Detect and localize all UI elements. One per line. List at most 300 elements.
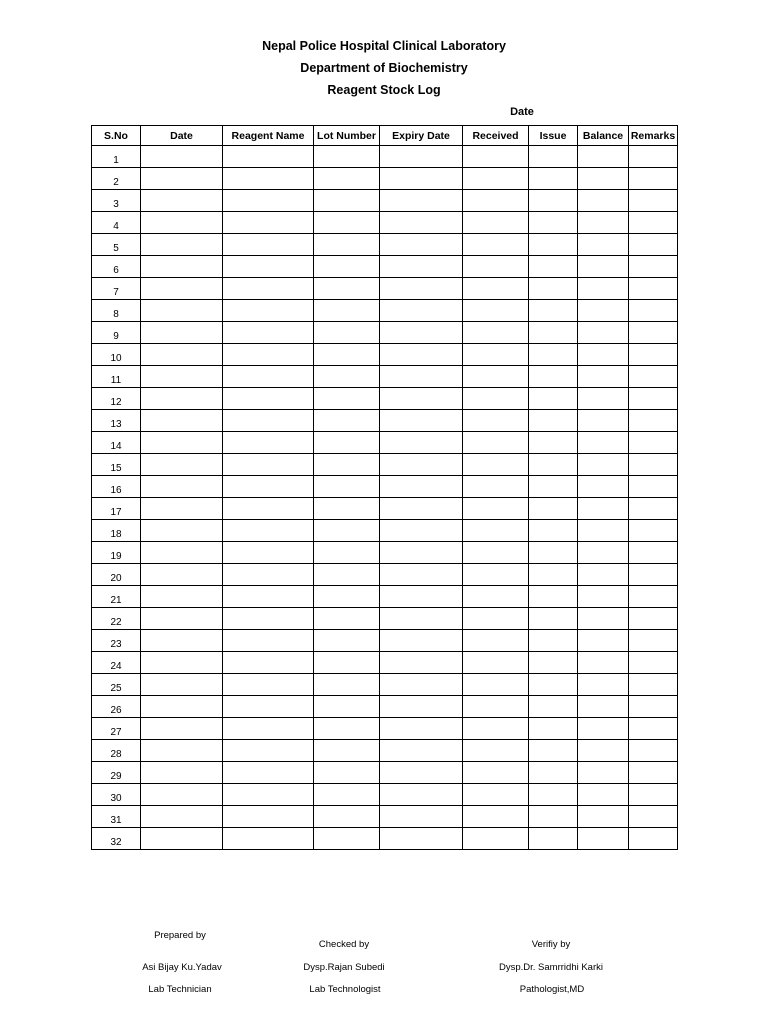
serial-number-cell: 18 (92, 520, 141, 542)
empty-entry-cell (314, 564, 380, 586)
serial-number-cell: 24 (92, 652, 141, 674)
empty-entry-cell (578, 212, 629, 234)
empty-entry-cell (578, 256, 629, 278)
table-row (92, 762, 678, 784)
empty-entry-cell (629, 212, 678, 234)
empty-entry-cell (629, 630, 678, 652)
table-row (92, 234, 678, 256)
empty-entry-cell (314, 366, 380, 388)
serial-number-cell: 21 (92, 586, 141, 608)
empty-entry-cell (314, 344, 380, 366)
empty-entry-cell (314, 762, 380, 784)
empty-entry-cell (223, 542, 314, 564)
empty-entry-cell (529, 322, 578, 344)
empty-entry-cell (629, 608, 678, 630)
table-row (92, 608, 678, 630)
empty-entry-cell (578, 564, 629, 586)
empty-entry-cell (578, 806, 629, 828)
empty-entry-cell (529, 696, 578, 718)
serial-number-cell: 22 (92, 608, 141, 630)
empty-entry-cell (463, 300, 529, 322)
empty-entry-cell (629, 696, 678, 718)
table-row (92, 190, 678, 212)
empty-entry-cell (578, 146, 629, 168)
empty-entry-cell (529, 344, 578, 366)
empty-entry-cell (314, 190, 380, 212)
empty-entry-cell (578, 322, 629, 344)
table-row (92, 740, 678, 762)
empty-entry-cell (529, 718, 578, 740)
column-header: Balance (578, 126, 629, 146)
empty-entry-cell (629, 498, 678, 520)
empty-entry-cell (578, 608, 629, 630)
table-row (92, 828, 678, 850)
empty-entry-cell (578, 542, 629, 564)
empty-entry-cell (629, 388, 678, 410)
column-header: Received (463, 126, 529, 146)
empty-entry-cell (529, 542, 578, 564)
empty-entry-cell (529, 432, 578, 454)
empty-entry-cell (529, 300, 578, 322)
column-header: Date (141, 126, 223, 146)
empty-entry-cell (463, 784, 529, 806)
table-row (92, 806, 678, 828)
empty-entry-cell (463, 410, 529, 432)
empty-entry-cell (578, 278, 629, 300)
empty-entry-cell (314, 168, 380, 190)
empty-entry-cell (463, 476, 529, 498)
empty-entry-cell (578, 410, 629, 432)
table-row (92, 344, 678, 366)
empty-entry-cell (529, 168, 578, 190)
empty-entry-cell (314, 696, 380, 718)
empty-entry-cell (463, 718, 529, 740)
empty-entry-cell (223, 168, 314, 190)
empty-entry-cell (578, 432, 629, 454)
empty-entry-cell (463, 146, 529, 168)
empty-entry-cell (529, 564, 578, 586)
empty-entry-cell (141, 388, 223, 410)
empty-entry-cell (314, 300, 380, 322)
empty-entry-cell (629, 278, 678, 300)
serial-number-cell: 6 (92, 256, 141, 278)
empty-entry-cell (314, 234, 380, 256)
empty-entry-cell (380, 146, 463, 168)
empty-entry-cell (380, 432, 463, 454)
empty-entry-cell (463, 564, 529, 586)
empty-entry-cell (578, 674, 629, 696)
table-row (92, 366, 678, 388)
empty-entry-cell (141, 630, 223, 652)
empty-entry-cell (529, 190, 578, 212)
empty-entry-cell (463, 168, 529, 190)
empty-entry-cell (629, 190, 678, 212)
empty-entry-cell (223, 498, 314, 520)
empty-entry-cell (529, 630, 578, 652)
empty-entry-cell (463, 432, 529, 454)
table-row (92, 322, 678, 344)
column-header: Reagent Name (223, 126, 314, 146)
column-header: S.No (92, 126, 141, 146)
empty-entry-cell (141, 476, 223, 498)
empty-entry-cell (314, 520, 380, 542)
empty-entry-cell (578, 366, 629, 388)
empty-entry-cell (529, 828, 578, 850)
empty-entry-cell (141, 410, 223, 432)
serial-number-cell: 15 (92, 454, 141, 476)
empty-entry-cell (463, 212, 529, 234)
empty-entry-cell (463, 762, 529, 784)
serial-number-cell: 13 (92, 410, 141, 432)
serial-number-cell: 26 (92, 696, 141, 718)
empty-entry-cell (629, 432, 678, 454)
empty-entry-cell (141, 234, 223, 256)
empty-entry-cell (578, 696, 629, 718)
table-row (92, 476, 678, 498)
table-row (92, 652, 678, 674)
empty-entry-cell (629, 366, 678, 388)
table-row (92, 542, 678, 564)
empty-entry-cell (529, 410, 578, 432)
empty-entry-cell (380, 278, 463, 300)
empty-entry-cell (223, 586, 314, 608)
column-header: Remarks (629, 126, 678, 146)
empty-entry-cell (380, 564, 463, 586)
serial-number-cell: 3 (92, 190, 141, 212)
empty-entry-cell (380, 212, 463, 234)
empty-entry-cell (529, 454, 578, 476)
prepared-by-name: Asi Bijay Ku.Yadav (142, 962, 222, 973)
empty-entry-cell (578, 784, 629, 806)
empty-entry-cell (141, 586, 223, 608)
empty-entry-cell (529, 740, 578, 762)
empty-entry-cell (380, 740, 463, 762)
serial-number-cell: 28 (92, 740, 141, 762)
empty-entry-cell (529, 586, 578, 608)
empty-entry-cell (314, 476, 380, 498)
verified-by-role: Pathologist,MD (519, 984, 585, 995)
empty-entry-cell (223, 564, 314, 586)
empty-entry-cell (380, 542, 463, 564)
table-row (92, 146, 678, 168)
table-row (92, 674, 678, 696)
empty-entry-cell (380, 652, 463, 674)
table-row (92, 454, 678, 476)
empty-entry-cell (314, 674, 380, 696)
empty-entry-cell (629, 344, 678, 366)
empty-entry-cell (463, 608, 529, 630)
empty-entry-cell (223, 190, 314, 212)
department-title: Department of Biochemistry (300, 61, 468, 75)
empty-entry-cell (141, 344, 223, 366)
empty-entry-cell (629, 476, 678, 498)
empty-entry-cell (380, 366, 463, 388)
empty-entry-cell (380, 586, 463, 608)
empty-entry-cell (629, 234, 678, 256)
empty-entry-cell (463, 806, 529, 828)
serial-number-cell: 30 (92, 784, 141, 806)
empty-entry-cell (629, 828, 678, 850)
empty-entry-cell (314, 718, 380, 740)
empty-entry-cell (463, 322, 529, 344)
empty-entry-cell (529, 146, 578, 168)
empty-entry-cell (223, 366, 314, 388)
empty-entry-cell (380, 762, 463, 784)
empty-entry-cell (578, 762, 629, 784)
empty-entry-cell (380, 828, 463, 850)
empty-entry-cell (380, 344, 463, 366)
empty-entry-cell (463, 366, 529, 388)
serial-number-cell: 27 (92, 718, 141, 740)
empty-entry-cell (380, 410, 463, 432)
date-label: Date (510, 106, 534, 118)
empty-entry-cell (223, 828, 314, 850)
empty-entry-cell (463, 740, 529, 762)
table-row (92, 300, 678, 322)
empty-entry-cell (223, 410, 314, 432)
empty-entry-cell (529, 520, 578, 542)
column-header: Lot Number (314, 126, 380, 146)
table-row (92, 432, 678, 454)
empty-entry-cell (141, 564, 223, 586)
table-row (92, 388, 678, 410)
empty-entry-cell (314, 322, 380, 344)
empty-entry-cell (380, 476, 463, 498)
empty-entry-cell (314, 608, 380, 630)
empty-entry-cell (463, 278, 529, 300)
empty-entry-cell (141, 828, 223, 850)
empty-entry-cell (529, 256, 578, 278)
empty-entry-cell (141, 454, 223, 476)
empty-entry-cell (223, 762, 314, 784)
empty-entry-cell (629, 322, 678, 344)
checked-by-caption: Checked by (318, 939, 370, 950)
empty-entry-cell (380, 256, 463, 278)
empty-entry-cell (141, 718, 223, 740)
empty-entry-cell (578, 234, 629, 256)
reagent-stock-table (91, 125, 678, 850)
serial-number-cell: 25 (92, 674, 141, 696)
empty-entry-cell (141, 322, 223, 344)
empty-entry-cell (629, 168, 678, 190)
empty-entry-cell (141, 278, 223, 300)
empty-entry-cell (629, 410, 678, 432)
empty-entry-cell (223, 608, 314, 630)
empty-entry-cell (578, 168, 629, 190)
empty-entry-cell (314, 212, 380, 234)
empty-entry-cell (380, 696, 463, 718)
empty-entry-cell (223, 344, 314, 366)
empty-entry-cell (463, 652, 529, 674)
table-row (92, 696, 678, 718)
empty-entry-cell (141, 740, 223, 762)
empty-entry-cell (141, 520, 223, 542)
serial-number-cell: 9 (92, 322, 141, 344)
empty-entry-cell (141, 762, 223, 784)
empty-entry-cell (314, 630, 380, 652)
empty-entry-cell (223, 256, 314, 278)
empty-entry-cell (314, 740, 380, 762)
empty-entry-cell (578, 476, 629, 498)
empty-entry-cell (578, 520, 629, 542)
verified-by-name: Dysp.Dr. Samrridhi Karki (499, 962, 603, 973)
empty-entry-cell (223, 300, 314, 322)
empty-entry-cell (463, 234, 529, 256)
empty-entry-cell (314, 806, 380, 828)
empty-entry-cell (380, 784, 463, 806)
empty-entry-cell (314, 652, 380, 674)
empty-entry-cell (629, 762, 678, 784)
empty-entry-cell (629, 674, 678, 696)
empty-entry-cell (463, 344, 529, 366)
empty-entry-cell (578, 388, 629, 410)
serial-number-cell: 29 (92, 762, 141, 784)
empty-entry-cell (578, 300, 629, 322)
empty-entry-cell (141, 256, 223, 278)
table-body (92, 146, 678, 850)
hospital-title: Nepal Police Hospital Clinical Laboratory (262, 39, 506, 53)
empty-entry-cell (141, 212, 223, 234)
empty-entry-cell (529, 388, 578, 410)
empty-entry-cell (463, 674, 529, 696)
table-row (92, 410, 678, 432)
table-row (92, 520, 678, 542)
empty-entry-cell (314, 410, 380, 432)
empty-entry-cell (629, 542, 678, 564)
empty-entry-cell (463, 498, 529, 520)
empty-entry-cell (141, 696, 223, 718)
empty-entry-cell (529, 806, 578, 828)
serial-number-cell: 17 (92, 498, 141, 520)
empty-entry-cell (141, 168, 223, 190)
empty-entry-cell (529, 234, 578, 256)
empty-entry-cell (380, 454, 463, 476)
empty-entry-cell (629, 146, 678, 168)
empty-entry-cell (380, 234, 463, 256)
empty-entry-cell (529, 652, 578, 674)
prepared-by-caption: Prepared by (154, 930, 206, 941)
empty-entry-cell (223, 630, 314, 652)
empty-entry-cell (463, 542, 529, 564)
empty-entry-cell (223, 520, 314, 542)
empty-entry-cell (629, 520, 678, 542)
empty-entry-cell (141, 542, 223, 564)
table-row (92, 498, 678, 520)
empty-entry-cell (141, 190, 223, 212)
empty-entry-cell (223, 322, 314, 344)
empty-entry-cell (529, 674, 578, 696)
empty-entry-cell (578, 740, 629, 762)
empty-entry-cell (223, 278, 314, 300)
empty-entry-cell (380, 806, 463, 828)
empty-entry-cell (141, 784, 223, 806)
serial-number-cell: 19 (92, 542, 141, 564)
empty-entry-cell (463, 454, 529, 476)
serial-number-cell: 10 (92, 344, 141, 366)
empty-entry-cell (314, 498, 380, 520)
empty-entry-cell (380, 388, 463, 410)
empty-entry-cell (529, 278, 578, 300)
serial-number-cell: 32 (92, 828, 141, 850)
empty-entry-cell (223, 784, 314, 806)
serial-number-cell: 23 (92, 630, 141, 652)
serial-number-cell: 16 (92, 476, 141, 498)
column-header: Issue (529, 126, 578, 146)
empty-entry-cell (529, 366, 578, 388)
empty-entry-cell (629, 454, 678, 476)
empty-entry-cell (629, 300, 678, 322)
empty-entry-cell (578, 344, 629, 366)
empty-entry-cell (223, 146, 314, 168)
empty-entry-cell (141, 498, 223, 520)
empty-entry-cell (141, 652, 223, 674)
empty-entry-cell (380, 300, 463, 322)
empty-entry-cell (314, 454, 380, 476)
empty-entry-cell (314, 432, 380, 454)
empty-entry-cell (141, 366, 223, 388)
empty-entry-cell (141, 608, 223, 630)
empty-entry-cell (314, 256, 380, 278)
serial-number-cell: 8 (92, 300, 141, 322)
serial-number-cell: 31 (92, 806, 141, 828)
empty-entry-cell (223, 652, 314, 674)
empty-entry-cell (141, 674, 223, 696)
serial-number-cell: 7 (92, 278, 141, 300)
empty-entry-cell (380, 608, 463, 630)
empty-entry-cell (463, 190, 529, 212)
empty-entry-cell (314, 388, 380, 410)
empty-entry-cell (223, 740, 314, 762)
empty-entry-cell (629, 740, 678, 762)
empty-entry-cell (463, 388, 529, 410)
empty-entry-cell (463, 696, 529, 718)
empty-entry-cell (380, 674, 463, 696)
empty-entry-cell (529, 608, 578, 630)
empty-entry-cell (578, 828, 629, 850)
empty-entry-cell (223, 696, 314, 718)
empty-entry-cell (314, 784, 380, 806)
empty-entry-cell (578, 630, 629, 652)
prepared-by-role: Lab Technician (148, 984, 212, 995)
empty-entry-cell (141, 806, 223, 828)
checked-by-role: Lab Technologist (309, 984, 381, 995)
empty-entry-cell (223, 476, 314, 498)
empty-entry-cell (629, 784, 678, 806)
table-row (92, 564, 678, 586)
empty-entry-cell (380, 718, 463, 740)
empty-entry-cell (463, 630, 529, 652)
empty-entry-cell (463, 828, 529, 850)
empty-entry-cell (314, 828, 380, 850)
empty-entry-cell (529, 784, 578, 806)
table-row (92, 718, 678, 740)
empty-entry-cell (629, 718, 678, 740)
empty-entry-cell (380, 322, 463, 344)
empty-entry-cell (578, 718, 629, 740)
table-row (92, 586, 678, 608)
empty-entry-cell (223, 718, 314, 740)
empty-entry-cell (223, 432, 314, 454)
empty-entry-cell (380, 520, 463, 542)
empty-entry-cell (223, 806, 314, 828)
empty-entry-cell (380, 190, 463, 212)
empty-entry-cell (529, 476, 578, 498)
empty-entry-cell (578, 454, 629, 476)
empty-entry-cell (463, 256, 529, 278)
empty-entry-cell (223, 388, 314, 410)
empty-entry-cell (141, 432, 223, 454)
empty-entry-cell (578, 498, 629, 520)
